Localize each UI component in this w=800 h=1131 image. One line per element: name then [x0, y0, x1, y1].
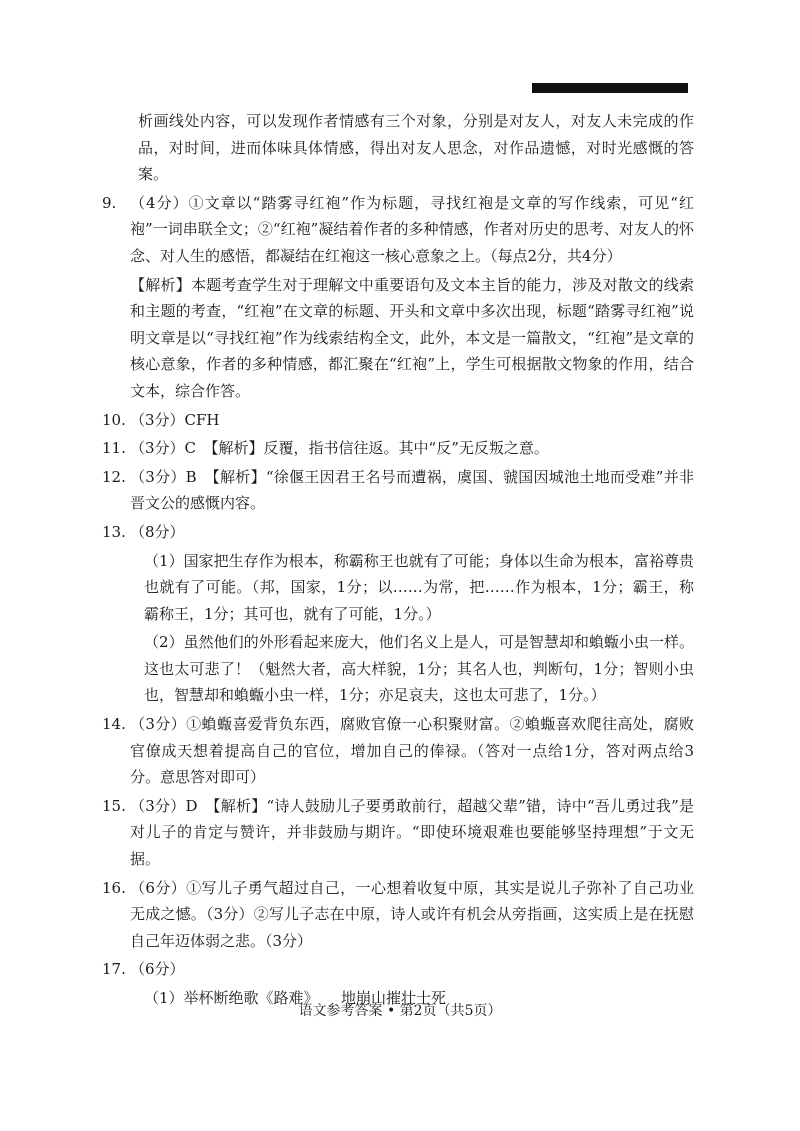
question-number: 14. — [102, 715, 126, 734]
question-17 — [102, 956, 694, 983]
question-12 — [102, 464, 694, 517]
question-number: 13. — [102, 522, 126, 541]
q13-part-1: （1）国家把生存作为根本，称霸称王也就有了可能；身体以生命为根本，富裕尊贵也就有了可能。（邦，国家，1分；以……为常，把……作为根本，1分；霸王，称霸称王，1分；其可也，就有了可能，1分。） — [144, 551, 694, 623]
question-number: 11. — [102, 439, 126, 458]
header-bar — [532, 83, 688, 93]
question-number: 17. — [102, 960, 126, 979]
question-14 — [102, 711, 694, 791]
question-13 — [102, 519, 694, 546]
page-footer: 语文参考答案 • 第2页（共5页） — [298, 1003, 502, 1019]
answer-text: （3分）CFH — [130, 410, 220, 429]
question-number: 16. — [102, 878, 126, 897]
answer-text: （6分） — [130, 960, 185, 979]
question-10 — [102, 407, 694, 434]
answer-text: （6分）①写儿子勇气超过自己，一心想着收复中原，其实是说儿子弥补了自己功业无成之憾。（3分）②写儿子志在中原，诗人或许有机会从旁指画，这实质上是在抚慰自己年迈体弱之悲。（3分） — [130, 878, 694, 950]
question-9 — [102, 190, 694, 270]
intro-text: 析画线处内容，可以发现作者情感有三个对象，分别是对友人，对友人未完成的作品，对时间，进而体味具体情感，得出对友人思念，对作品遗憾，对时光感慨的答案。 — [138, 112, 694, 184]
q17-part-1: （1）举杯断绝歌《路难》 地崩山摧壮士死 — [144, 989, 447, 1007]
q9-analysis: 【解析】本题考查学生对于理解文中重要语句及文本主旨的能力，涉及对散文的线索和主题的考查，“红袍”在文章的标题、开头和文章中多次出现，标题“踏雾寻红袍”说明文章是以“寻找红袍”作为线索结构全文，此外，本文是一篇散文，“红袍”是文章的核心意象，作者的多种情感，都汇聚在“红袍”上，学生可根据散文物象的作用，结合文本，综合作答。 — [130, 275, 694, 400]
answer-text: （3分）C 【解析】反覆，指书信往返。其中“反”无反叛之意。 — [130, 439, 549, 458]
question-number: 12. — [102, 467, 126, 486]
answer-text: （4分）①文章以“踏雾寻红袍”作为标题，寻找红袍是文章的写作线索，可见“红袍”一词串联全文；②“红袍”凝结着作者的多种情感，作者对历史的思考、对友人的怀念、对人生的感悟，都凝结在红袍这一核心意象之上。（每点2分，共4分） — [130, 193, 694, 265]
question-number: 9. — [102, 193, 117, 212]
answer-text: （3分）D 【解析】“诗人鼓励儿子要勇敢前行，超越父辈”错，诗中“吾儿勇过我”是对儿子的肯定与赞许，并非鼓励与期许。“即使环境艰难也要能够坚持理想”于文无据。 — [130, 796, 694, 869]
answer-text: （3分）B 【解析】“徐偃王因君王名号而遭祸，虞国、虢国因城池土地而受难”并非晋文公的感慨内容。 — [130, 467, 694, 513]
question-11 — [102, 435, 694, 462]
answer-text: （3分）①蝜蝂喜爱背负东西，腐败官僚一心积聚财富。②蝜蝂喜欢爬往高处，腐败官僚成天想着提高自己的官位，增加自己的俸禄。（答对一点给1分，答对两点给3分。意思答对即可） — [130, 715, 694, 787]
answer-text: （8分） — [130, 522, 185, 541]
question-number: 10. — [102, 410, 126, 429]
question-16 — [102, 875, 694, 955]
question-number: 15. — [102, 796, 126, 815]
answer-content — [102, 108, 694, 1014]
q13-part-2: （2）虽然他们的外形看起来庞大，他们名义上是人，可是智慧却和蝜蝂小虫一样。这也太可悲了！（魁然大者，高大样貌，1分；其名人也，判断句，1分；智则小虫也，智慧却和蝜蝂小虫一样，1分；亦足哀夫，这也太可悲了，1分。） — [144, 633, 694, 705]
question-15 — [102, 793, 694, 873]
